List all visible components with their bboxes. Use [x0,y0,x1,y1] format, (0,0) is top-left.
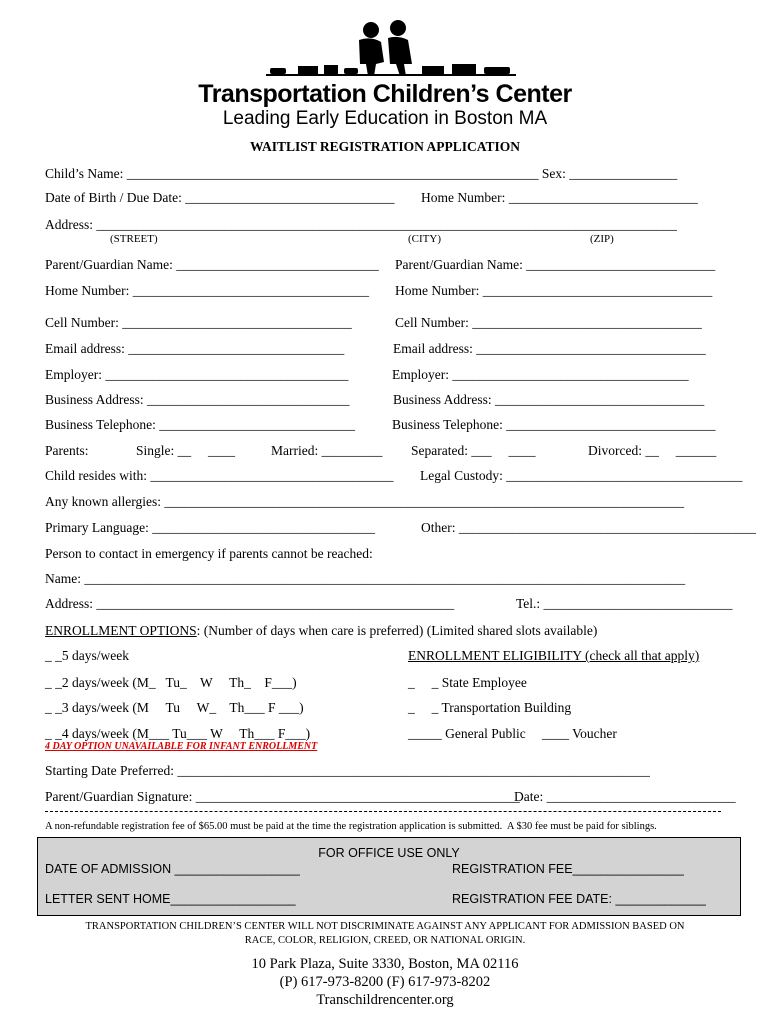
home-number-field[interactable]: Home Number: ____________________________ [421,190,698,205]
footer-website[interactable]: Transchildrencenter.org [316,992,454,1008]
enrollment-options-note: : (Number of days when care is preferred) (Limited shared slots available) [196,623,598,638]
signature-field[interactable]: Parent/Guardian Signature: ________________________________________________ [45,789,520,804]
four-day-warning: 4 DAY OPTION UNAVAILABLE FOR INFANT ENROLLMENT [45,741,318,752]
parent1-name-field[interactable]: Parent/Guardian Name: ______________________________ [45,257,379,272]
parent2-business-phone-field[interactable]: Business Telephone: _______________________________ [392,417,716,432]
parent1-business-phone-field[interactable]: Business Telephone: _____________________________ [45,417,356,432]
separated-field[interactable]: Separated: ___ ____ [411,443,536,458]
emergency-name-field[interactable]: Name: _________________________________________________________________________________________ [45,571,686,586]
allergies-field[interactable]: Any known allergies: _____________________________________________________________________________ [45,494,685,509]
single-field[interactable]: Single: __ ____ [136,443,236,458]
disclaimer-line-2: RACE, COLOR, RELIGION, CREED, OR NATIONAL ORIGIN. [244,935,526,946]
child-name-field[interactable]: Child’s Name: _____________________________________________________________ Sex: ________________ [45,166,678,181]
city-label: (CITY) [408,233,441,245]
parent2-cell-field[interactable]: Cell Number: __________________________________ [395,315,702,330]
parent1-cell-field[interactable]: Cell Number: __________________________________ [45,315,352,330]
form-title: WAITLIST REGISTRATION APPLICATION [249,139,521,154]
registration-fee-field[interactable]: REGISTRATION FEE________________ [452,862,684,876]
parent2-home-field[interactable]: Home Number: __________________________________ [395,283,713,298]
eligibility-heading: ENROLLMENT ELIGIBILITY (check all that apply) [408,648,700,663]
eligibility-state-employee[interactable]: _ _ State Employee [408,675,527,690]
divider [45,811,721,812]
parents-label: Parents: [45,443,89,458]
primary-language-field[interactable]: Primary Language: _________________________________ [45,520,375,535]
fee-notice: A non-refundable registration fee of $65.00 must be paid at the time the registration application is submitted. A $30 fee must be paid for siblings. [45,821,657,832]
parent1-employer-field[interactable]: Employer: ____________________________________ [45,367,349,382]
divorced-field[interactable]: Divorced: __ ______ [588,443,717,458]
zip-label: (ZIP) [590,233,614,245]
parent2-employer-field[interactable]: Employer: ___________________________________ [392,367,689,382]
emergency-address-field[interactable]: Address: _____________________________________________________ [45,596,455,611]
child-resides-field[interactable]: Child resides with: ____________________________________ [45,468,394,483]
logo-icon [226,18,546,80]
option-4-days[interactable]: _ _4 days/week (M___ Tu___ W Th___ F___) [45,726,311,741]
address-field[interactable]: Address: ______________________________________________________________________________________ [45,217,677,232]
date-of-admission-field[interactable]: DATE OF ADMISSION __________________ [45,862,300,876]
start-date-field[interactable]: Starting Date Preferred: ______________________________________________________________________ [45,763,650,778]
parent2-email-field[interactable]: Email address: __________________________________ [393,341,706,356]
eligibility-transportation-building[interactable]: _ _ Transportation Building [408,700,572,715]
org-name: Transportation Children’s Center [198,80,572,108]
footer-phone: (P) 617-973-8200 (F) 617-973-8202 [279,974,491,990]
married-field[interactable]: Married: _________ [271,443,383,458]
office-use-heading: FOR OFFICE USE ONLY [318,846,460,860]
legal-custody-field[interactable]: Legal Custody: ___________________________________ [420,468,743,483]
org-tagline: Leading Early Education in Boston MA [222,108,548,129]
parent1-home-field[interactable]: Home Number: ___________________________________ [45,283,369,298]
parent2-name-field[interactable]: Parent/Guardian Name: ____________________________ [395,257,716,272]
other-language-field[interactable]: Other: ____________________________________________ [421,520,756,535]
option-2-days[interactable]: _ _2 days/week (M_ Tu_ W Th_ F___) [45,675,297,690]
enrollment-options-heading [45,623,597,639]
street-label: (STREET) [110,233,158,245]
office-use-box [37,837,741,916]
parent2-business-address-field[interactable]: Business Address: _______________________________ [393,392,705,407]
eligibility-general-public[interactable]: _____ General Public [408,726,526,741]
option-3-days[interactable]: _ _3 days/week (M Tu W_ Th___ F ___) [45,700,304,715]
parent1-business-address-field[interactable]: Business Address: ______________________________ [45,392,350,407]
registration-fee-date-field[interactable]: REGISTRATION FEE DATE: _____________ [452,892,706,906]
signature-date-field[interactable]: Date: ____________________________ [514,789,736,804]
emergency-tel-field[interactable]: Tel.: ____________________________ [516,596,733,611]
enrollment-options-label: ENROLLMENT OPTIONS [45,623,197,638]
disclaimer-line-1: TRANSPORTATION CHILDREN’S CENTER WILL NOT DISCRIMINATE AGAINST ANY APPLICANT FOR ADMISSION BASED ON [85,921,685,932]
option-5-days[interactable]: _ _5 days/week [45,648,129,663]
letter-sent-home-field[interactable]: LETTER SENT HOME__________________ [45,892,296,906]
footer-address: 10 Park Plaza, Suite 3330, Boston, MA 02116 [251,956,519,972]
eligibility-voucher[interactable]: ____ Voucher [542,726,617,741]
emergency-heading: Person to contact in emergency if parents cannot be reached: [45,546,373,561]
parent1-email-field[interactable]: Email address: ________________________________ [45,341,345,356]
dob-field[interactable]: Date of Birth / Due Date: _______________________________ [45,190,395,205]
